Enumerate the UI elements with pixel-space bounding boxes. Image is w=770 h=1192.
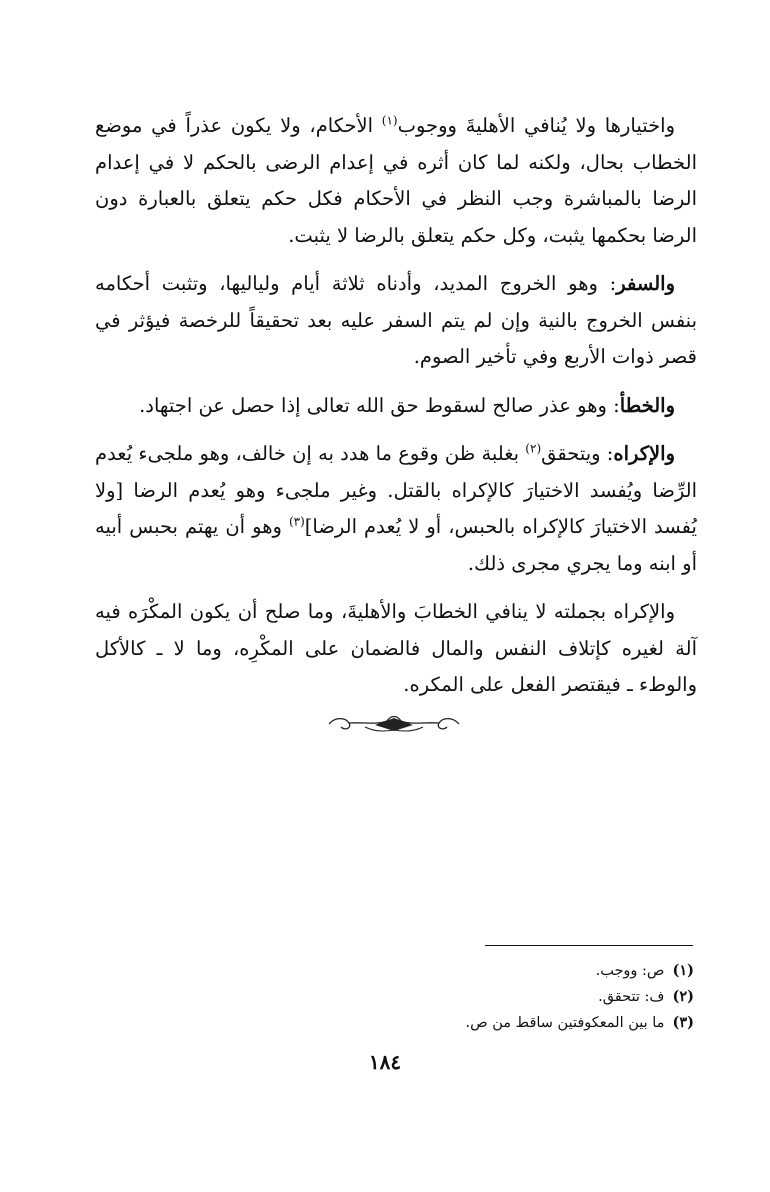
- footnote-1-text: ص: ووجب.: [595, 963, 665, 979]
- paragraph-2-text: : وهو الخروج المديد، وأدناه ثلاثة أيام ولياليها، وتثبت أحكامه بنفس الخروج بالنية وإن لم يتم السفر عليه بعد تحقيقاً للرخصة فيؤثر في قصر ذوات الأربع وفي تأخير الصوم.: [95, 272, 697, 368]
- paragraph-4: [95, 436, 697, 582]
- footnote-2-text: ف: تتحقق.: [598, 989, 665, 1005]
- term-khata: والخطأ: [619, 393, 675, 417]
- term-safar: والسفر: [616, 272, 675, 295]
- paragraph-1-text-b: الأحكام، ولا يكون عذراً في موضع الخطاب بحال، ولكنه لما كان أثره في إعدام الرضى بالحكم لا في إعدام الرضا بالمباشرة وجب النظر في الأحكام فكل حكم يتعلق بالعبارة دون الرضا بحكمها يثبت، وكل حكم يتعلق بالرضا لا يثبت.: [95, 114, 697, 247]
- paragraph-1-text-a: واختيارها ولا يُنافي الأهليةَ ووجوب: [397, 114, 675, 137]
- footnote-2-number: (٢): [672, 988, 694, 1005]
- term-ikrah: والإكراه: [613, 442, 675, 465]
- page-number: ١٨٤: [368, 1050, 402, 1074]
- footnote-1: [300, 958, 694, 984]
- paragraph-5: [95, 594, 697, 704]
- footnote-3: [300, 1010, 694, 1036]
- paragraph-4-text-a: : ويتحقق: [541, 442, 614, 465]
- paragraph-1: [95, 108, 697, 254]
- paragraph-3-text: : وهو عذر صالح لسقوط حق الله تعالى إذا حصل عن اجتهاد.: [139, 393, 620, 417]
- footnote-ref-3[interactable]: (٣): [288, 514, 305, 529]
- footnote-2: [300, 984, 694, 1010]
- main-text: [95, 108, 697, 716]
- divider-ornament-icon: [325, 709, 463, 739]
- paragraph-2: [95, 266, 697, 376]
- footnote-3-text: ما بين المعكوفتين ساقط من ص.: [465, 1015, 665, 1031]
- paragraph-5-text: والإكراه بجملته لا ينافي الخطابَ والأهليةَ، وما صلح أن يكون المكْرَه فيه آلة لغيره كإتلاف النفس والمال فالضمان على المكْرِه، وما لا ـ كالأكل والوطء ـ فيقتصر الفعل على المكره.: [95, 600, 697, 696]
- footnote-ref-1[interactable]: (١): [381, 113, 398, 128]
- footnote-3-number: (٣): [672, 1014, 694, 1031]
- paragraph-4-text-c: وهو أن يهتم بحبس أبيه أو ابنه وما يجري مجرى ذلك.: [95, 515, 697, 575]
- paragraph-3: [95, 388, 697, 425]
- paragraph-4-text-b: بغلبة ظن وقوع ما هدد به إن خالف، وهو ملجىء يُعدم الرِّضا ويُفسد الاختيارَ كالإكراه بالقتل. وغير ملجىء وهو يُعدم الرضا [ولا يُفسد الاختيارَ كالإكراه بالحبس، أو لا يُعدم الرضا]: [95, 442, 697, 538]
- footnotes: [300, 958, 694, 1036]
- footnote-1-number: (١): [672, 962, 694, 979]
- footnote-separator: [485, 945, 693, 946]
- footnote-ref-2[interactable]: (٢): [525, 441, 542, 456]
